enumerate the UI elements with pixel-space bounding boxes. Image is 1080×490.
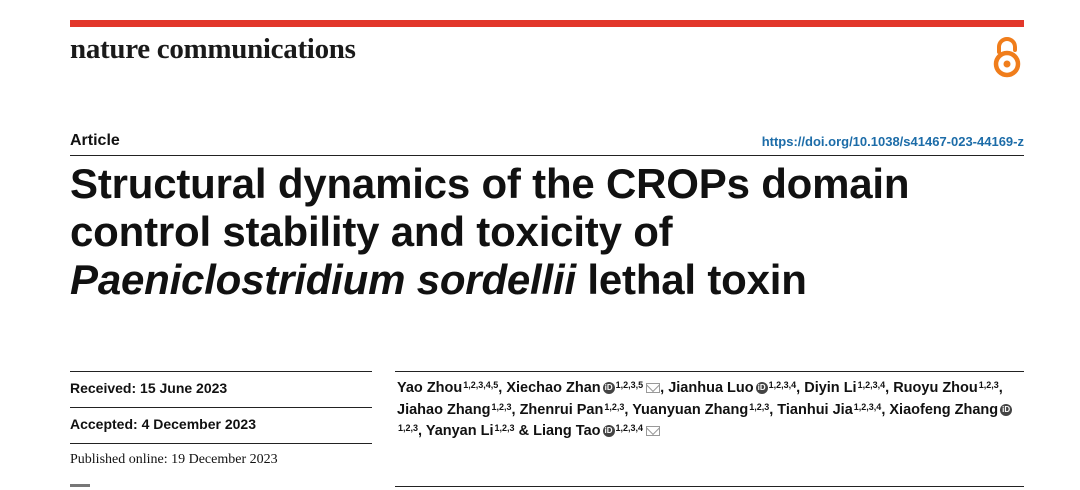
author-affiliations: 1,2,3 bbox=[749, 401, 770, 412]
author-affiliations: 1,2,3 bbox=[398, 423, 419, 433]
article-title bbox=[70, 160, 1020, 304]
author-name[interactable]: Ruoyu Zhou bbox=[893, 380, 978, 396]
author-name[interactable]: Jianhua Luo bbox=[668, 380, 754, 396]
author-affiliations: 1,2,3,4 bbox=[615, 423, 644, 433]
check-for-updates-mark bbox=[70, 484, 90, 487]
author-name[interactable]: Yanyan Li bbox=[425, 423, 494, 439]
title-line-1: Structural dynamics of the CROPs domain bbox=[70, 160, 910, 207]
article-type-label: Article bbox=[70, 132, 120, 149]
author-affiliations: 1,2,3,4,5 bbox=[463, 380, 499, 390]
orcid-icon[interactable]: iD bbox=[604, 383, 613, 393]
author-affiliations: 1,2,3 bbox=[491, 401, 512, 412]
author-name[interactable]: Liang Tao bbox=[533, 423, 601, 439]
author-name[interactable]: Xiaofeng Zhang bbox=[889, 401, 999, 418]
accepted-date: Accepted: 4 December 2023 bbox=[70, 416, 256, 432]
brand-accent-bar bbox=[70, 20, 1024, 27]
published-date: Published online: 19 December 2023 bbox=[70, 452, 278, 467]
author-name[interactable]: Xiechao Zhan bbox=[506, 380, 601, 396]
author-name[interactable]: Yao Zhou bbox=[397, 380, 463, 396]
article-dates bbox=[70, 372, 372, 479]
title-tail: lethal toxin bbox=[575, 256, 807, 303]
received-date: Received: 15 June 2023 bbox=[70, 380, 228, 396]
orcid-icon[interactable]: iD bbox=[604, 426, 613, 436]
title-line-2: control stability and toxicity of bbox=[70, 208, 673, 255]
author-name[interactable]: Tianhui Jia bbox=[777, 401, 853, 418]
author-list: Yao Zhou$^{1,2,3,4,5}$, Xiechao Zhan iD $^{1,2,3,5}$ , Jianhua Luo iD $^{1,2,3,4}$, Diyin Li$^{1,2,3,4}$, Ruoyu Zhou$^{1,2,3}$, Jiahao Zhang$^{1,2,3}$, Zhenrui Pan$^{1,2,3}$, Yuanyuan Zhang$^{1,2,3}$, Tianhui Jia$^{1,2,3,4}$, Xiaofeng Zhang iD$^{1,2,3}$, Yanyan Li$^{1,2,3}$ & Liang Tao iD $^{1,2,3,4}$ bbox=[397, 380, 1011, 439]
author-affiliations: 1,2,3 bbox=[494, 423, 515, 433]
authors-bottom-divider bbox=[395, 486, 1024, 487]
author-affiliations: 1,2,3 bbox=[604, 401, 625, 412]
email-icon[interactable] bbox=[646, 426, 660, 436]
email-icon[interactable] bbox=[646, 383, 660, 393]
author-affiliations: 1,2,3,4 bbox=[857, 380, 886, 390]
author-affiliations: 1,2,3,4 bbox=[853, 401, 882, 412]
author-name[interactable]: Diyin Li bbox=[804, 380, 857, 396]
open-access-lock-icon bbox=[990, 36, 1024, 80]
journal-name: nature communications bbox=[70, 33, 356, 65]
author-affiliations: 1,2,3 bbox=[978, 380, 999, 390]
author-name[interactable]: Zhenrui Pan bbox=[519, 401, 604, 418]
authors-top-divider bbox=[395, 371, 1024, 372]
header-divider bbox=[70, 155, 1024, 156]
author-affiliations: 1,2,3,5 bbox=[615, 380, 644, 390]
author-affiliations: 1,2,3,4 bbox=[768, 380, 797, 390]
doi-link[interactable]: https://doi.org/10.1038/s41467-023-44169-z bbox=[761, 134, 1024, 149]
title-species-name: Paeniclostridium sordellii bbox=[70, 256, 576, 303]
orcid-icon[interactable]: iD bbox=[1002, 404, 1011, 414]
orcid-icon[interactable]: iD bbox=[757, 383, 766, 393]
author-name[interactable]: Yuanyuan Zhang bbox=[632, 401, 749, 418]
author-name[interactable]: Jiahao Zhang bbox=[397, 401, 491, 418]
